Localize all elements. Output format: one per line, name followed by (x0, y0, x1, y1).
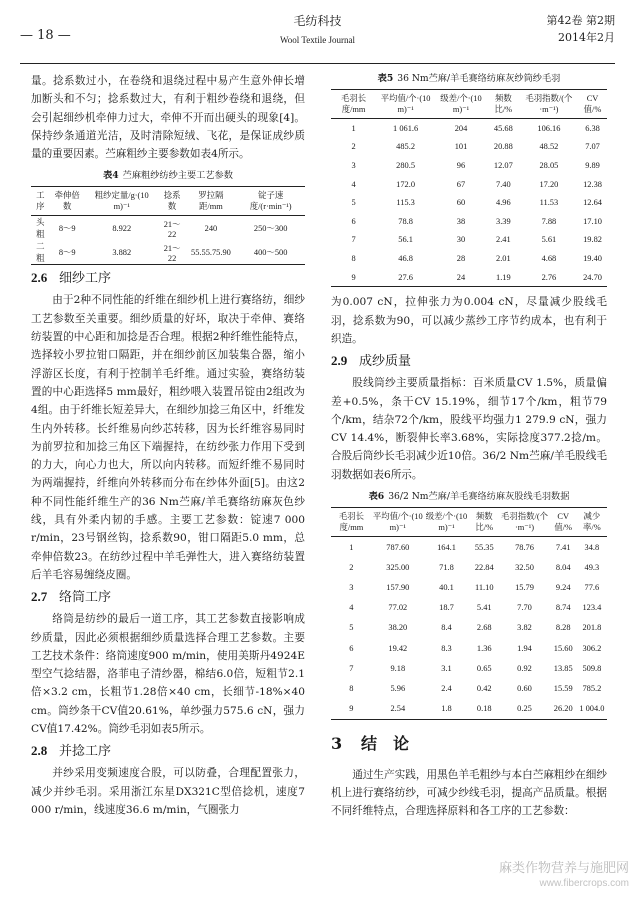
table-row (331, 699, 607, 720)
table-cell: 24 (435, 268, 487, 287)
table4-header-row (31, 187, 305, 216)
table-cell: 8.74 (555, 603, 571, 613)
section-title: 络筒工序 (59, 590, 112, 606)
table-row (31, 240, 305, 265)
issue-info (547, 12, 616, 46)
table-row (331, 212, 607, 231)
table-cell: 38 (456, 216, 466, 226)
table6-number: 表6 (368, 491, 385, 503)
table-cell: 1 004.0 (577, 699, 607, 720)
column-header: 级差/个·(10 m)⁻¹ (435, 90, 487, 119)
table-cell: 5 (349, 623, 354, 633)
table4-caption (31, 169, 305, 182)
table6-caption (331, 490, 607, 503)
table-cell: 509.8 (582, 663, 602, 673)
column-header: 牵伸倍数 (50, 187, 85, 216)
table-cell: 71.8 (439, 562, 454, 572)
table-cell: 6 (351, 216, 356, 226)
section-2-6-heading (31, 268, 305, 289)
column-header: 平均值/个·(10 m)⁻¹ (376, 90, 435, 119)
table-cell: 55.35 (474, 542, 494, 552)
table-row (331, 268, 607, 287)
table-cell: 204 (454, 123, 468, 133)
table-row (331, 638, 607, 658)
table6-body (331, 537, 607, 720)
table-cell: 250～300 (253, 224, 288, 234)
table-cell: 18.7 (439, 603, 454, 613)
section-2-9-heading (331, 351, 607, 372)
table6 (331, 507, 607, 720)
column-header: 粗纱定量/g·(10 m)⁻¹ (85, 187, 159, 216)
table-cell: 19.82 (583, 235, 602, 245)
column-header: 毛羽长度/mm (331, 508, 372, 537)
table-cell: 34.8 (584, 542, 600, 552)
section-3-heading (331, 732, 607, 756)
table-cell: 二粗 (31, 240, 50, 265)
table-cell: 115.3 (396, 198, 415, 208)
table-cell: 1 061.6 (393, 123, 419, 133)
table-row (331, 156, 607, 175)
table-cell: 8 (349, 683, 354, 693)
table-cell: 8 (351, 253, 356, 263)
table-cell: 13.85 (553, 663, 573, 673)
table-cell: 3 (349, 582, 354, 592)
section-title: 细纱工序 (59, 271, 112, 287)
table-cell: 3 (351, 160, 356, 170)
paragraph-roving-continued: 量。捻系数过小，在卷绕和退绕过程中易产生意外伸长增加断头和不匀；捻系数过大，有利于粗纱卷绕和退绕，但会引起细纱机牵伸力过大，牵伸不开而出硬头的现象[4]。保持纱条通道光洁，及时清除短绒、飞花，是保证成纱质量的重要因素。苎麻粗纱主要参数如表4所示。 (31, 75, 305, 161)
table4 (31, 186, 305, 265)
table-cell: 0.92 (517, 663, 532, 673)
table-cell: 49.3 (584, 562, 600, 572)
paragraph-yarn-quality: 股线筒纱主要质量指标：百米质量CV 1.5%，质量偏差+0.5%，条干CV 15.19%，细节17个/km，粗节79个/km，结杂72个/km，股线平均强力1 279.9 cN，强力CV 14.4%，断裂伸长率3.68%，实际捻度377.2捻/m。合股后筒纱长毛羽减少近10倍。36/2 Nm苎麻/羊毛股线毛羽数据如表6所示。 (331, 377, 607, 481)
table-cell: 0.42 (476, 683, 492, 693)
table-cell: 8.3 (441, 643, 452, 653)
table-cell: 26.20 (550, 699, 577, 720)
table-cell: 30 (456, 235, 466, 245)
table-cell: 21～22 (163, 219, 181, 239)
table-row (331, 557, 607, 577)
journal-title (20, 12, 615, 45)
table-cell: 0.60 (517, 683, 532, 693)
journal-title-cn: 毛纺科技 (293, 14, 342, 28)
table-row (331, 193, 607, 212)
table-cell: 325.00 (386, 562, 410, 572)
table-cell: 8～9 (50, 240, 85, 265)
issue-date: 2014年2月 (558, 31, 615, 44)
table-cell: 1 (349, 542, 354, 552)
journal-title-en: Wool Textile Journal (280, 35, 355, 45)
table-cell: 8～9 (58, 224, 76, 234)
table-cell: 2.54 (372, 699, 424, 720)
table4-title: 苎麻粗纱纺纱主要工艺参数 (122, 170, 233, 182)
table-cell: 38.20 (388, 623, 408, 633)
column-header: 捻系数 (159, 187, 186, 216)
table-cell: 9 (331, 699, 372, 720)
table-cell: 7 (351, 235, 356, 245)
table-cell: 77.02 (388, 603, 408, 613)
table-cell: 3.82 (517, 623, 532, 633)
table-cell: 17.20 (539, 179, 559, 189)
table-cell: 7 (349, 663, 354, 673)
table-cell: 106.16 (537, 123, 561, 133)
table-cell: 5.41 (476, 603, 492, 613)
paragraph-spinning: 由于2种不同性能的纤维在细纱机上进行赛络纺，细纱工艺参数至关重要。细纱质量的好坏，取决于牵伸、赛络纺装置的中心距和加捻是否合理。根据2种纤维性能特点，选择较小罗拉钳口隔距，并在细纱前区加装集合器，缩小浮游区长度，有利于控制羊毛纤维。通过实验，赛络纺装置的中心距选择5 mm最好，粗纱喂入装置吊锭由2组改为4组。由于纤维长短差异大，在细纱加捻三角区中，纤维发生内外转移。长纤维易向纱芯转移，因为长纤维容易同时为前罗拉和加捻三角区下端握持，在纺纱张力作用下受到的力大，向心力也大，所以向内转移。而短纤维不易同时为两端握持，纤维向外转移而分布在纱体外面[5]。由这2种不同性能纤维生产的36 Nm苎麻/羊毛赛络纺麻灰色纱线，具有外柔内韧的手感。主要工艺参数：锭速7 000 r/min，23号钢丝钩，捻系数90，钳口隔距5.0 mm，总牵伸倍数23。在纺纱过程中羊毛弹性大，进入赛络纺装置后羊毛容易缠绕皮圈。 (31, 294, 305, 581)
table-cell: 4 (351, 179, 356, 189)
paragraph-winding: 络筒是纺纱的最后一道工序，其工艺参数直接影响成纱质量，因此必须根据细纱质量选择合理工艺参数。主要工艺技术条件：络筒速度900 m/min，使用美斯丹4924E型空气捻结器，洛菲电子清纱器，棉结6.0倍，短粗节2.1倍×3.2 cm，长粗节1.28倍×40 cm，长细节-18%×40 cm。筒纱条干CV值20.61%，单纱强力575.6 cN，强力CV值17.42%。筒纱毛羽如表5所示。 (31, 613, 305, 736)
table-cell: 157.90 (386, 582, 410, 592)
table-cell: 2.01 (496, 253, 511, 263)
table-cell: 400～500 (236, 240, 305, 265)
header-rule (20, 63, 615, 64)
table4-number: 表4 (103, 170, 119, 182)
table-cell: 101 (454, 142, 468, 152)
section-title: 结 论 (361, 733, 410, 753)
column-header: 毛羽指数/(个·m⁻¹) (499, 508, 549, 537)
paragraph-twisting: 并纱采用变频速度合股，可以防叠，合理配置张力，减少并纱毛羽。采用浙江东星DX321C型倍捻机，速度7 000 r/min，线速度36.6 m/min，气圈张力 (31, 767, 305, 816)
table-cell: 15.59 (553, 683, 573, 693)
table-cell: 9.18 (390, 663, 406, 673)
table-cell: 24.70 (578, 268, 607, 287)
table-cell: 28.05 (539, 160, 559, 170)
table-cell: 4.96 (496, 198, 511, 208)
table-cell: 201.8 (582, 623, 602, 633)
table-cell: 2.41 (496, 235, 511, 245)
table-cell: 485.2 (396, 142, 416, 152)
table-cell: 1.8 (424, 699, 469, 720)
section-number: 2.8 (31, 743, 48, 759)
table-row (331, 231, 607, 250)
table-cell: 96 (456, 160, 466, 170)
table-cell: 12.38 (583, 179, 602, 189)
watermark-text: 麻类作物营养与施肥网 (498, 861, 629, 876)
table-cell: 172.0 (396, 179, 416, 189)
table-cell: 7.07 (585, 142, 600, 152)
table-row (331, 119, 607, 138)
table-cell: 32.50 (515, 562, 534, 572)
table-cell: 7.41 (555, 542, 571, 552)
table-cell: 15.60 (553, 643, 573, 653)
table-cell: 7.70 (517, 603, 532, 613)
column-header: 毛羽指数/(个·m⁻¹) (520, 90, 578, 119)
table-cell: 3.882 (85, 240, 159, 265)
table-row (331, 618, 607, 638)
table-row (31, 216, 305, 241)
table-cell: 45.68 (493, 123, 513, 133)
table-cell: 8.04 (555, 562, 571, 572)
table-cell: 0.65 (476, 663, 492, 673)
table-cell: 4.68 (541, 253, 557, 263)
table-row (331, 537, 607, 558)
table-cell: 2.4 (441, 683, 452, 693)
paragraph-conclusion: 通过生产实践，用黑色羊毛粗纱与本白苎麻粗纱在细纱机上进行赛络纺纱，可减少纱线毛羽，提高产品质量。根据不同纤维特点，合理选择原料和各工序的工艺参数： (331, 768, 607, 818)
table5-number: 表5 (377, 73, 394, 84)
column-header: CV值/% (550, 508, 577, 537)
left-column (31, 72, 305, 819)
section-number: 2.7 (31, 589, 48, 605)
column-header: 毛羽长度/mm (331, 90, 376, 119)
table-cell: 164.1 (437, 542, 456, 552)
table-cell: 5 (351, 198, 356, 208)
column-header: 频数比/% (487, 90, 520, 119)
table5 (331, 89, 607, 287)
table-cell: 56.1 (398, 235, 413, 245)
page-header (20, 10, 615, 58)
table-cell: 40.1 (439, 582, 454, 592)
paragraph-twisting-continued: 为0.007 cN，拉伸张力为0.004 cN，尽量减少股线毛羽，捻系数为90，可以减少蒸纱工序节约成本，也有利于织造。 (331, 296, 607, 345)
table-cell: 280.5 (396, 160, 416, 170)
table-cell: 3.39 (496, 216, 511, 226)
table-row (331, 658, 607, 678)
column-header: CV值/% (578, 90, 607, 119)
table-cell: 6.38 (585, 123, 600, 133)
section-2-8-heading (31, 741, 305, 762)
table-cell: 2 (351, 142, 356, 152)
table-cell: 55.55.75.90 (186, 240, 237, 265)
table-row (331, 678, 607, 698)
section-title: 并捻工序 (59, 744, 112, 760)
table-cell: 9.89 (585, 160, 600, 170)
section-number: 2.6 (31, 270, 48, 286)
table-cell: 8.28 (555, 623, 571, 633)
watermark (499, 861, 629, 891)
column-header: 工序 (31, 187, 50, 216)
table-cell: 0.25 (499, 699, 549, 720)
table5-title: 36 Nm苎麻/羊毛赛络纺麻灰纱筒纱毛羽 (397, 73, 561, 84)
table5-body (331, 119, 607, 287)
table-cell: 1.36 (476, 643, 492, 653)
table-cell: 78.8 (398, 216, 413, 226)
issue-volume: 第42卷 第2期 (546, 14, 615, 27)
table6-header-row (331, 508, 607, 537)
column-header: 锭子速度/(r·min⁻¹) (236, 187, 305, 216)
table-cell: 8.922 (112, 223, 132, 233)
table-cell: 19.40 (583, 253, 602, 263)
table-row (331, 598, 607, 618)
table-cell: 1.19 (487, 268, 520, 287)
table5-caption (331, 72, 607, 85)
column-header: 频数比/% (469, 508, 499, 537)
section-title: 成纱质量 (359, 354, 412, 370)
table-cell: 20.88 (493, 142, 513, 152)
table-cell: 6 (349, 643, 354, 653)
table-cell: 1.94 (517, 643, 532, 653)
table6-title: 36/2 Nm苎麻/羊毛赛络纺麻灰股线毛羽数据 (388, 491, 570, 503)
table-cell: 46.8 (398, 253, 413, 263)
table-row (331, 175, 607, 194)
table-cell: 2 (349, 562, 354, 572)
section-number: 3 (331, 733, 343, 753)
page-number: — 18 — (20, 28, 71, 43)
table-cell: 15.79 (515, 582, 534, 592)
table-cell: 28 (456, 253, 466, 263)
table-cell: 60 (456, 198, 466, 208)
table-cell: 7.40 (496, 179, 511, 189)
table-cell: 2.68 (476, 623, 492, 633)
table-row (331, 249, 607, 268)
table-row (331, 138, 607, 157)
section-number: 2.9 (331, 353, 348, 369)
table5-header-row (331, 90, 607, 119)
table-cell: 11.53 (539, 198, 559, 208)
table-cell: 78.76 (515, 542, 534, 552)
table-cell: 785.2 (582, 683, 602, 693)
table-cell: 头粗 (36, 218, 45, 240)
table-cell: 3.1 (441, 663, 452, 673)
table-cell: 21～22 (159, 240, 186, 265)
table-cell: 12.07 (493, 160, 513, 170)
table-cell: 5.61 (541, 235, 557, 245)
table-cell: 8.4 (441, 623, 452, 633)
table-cell: 306.2 (582, 643, 602, 653)
table-cell: 240 (204, 223, 218, 233)
table-cell: 77.6 (584, 582, 600, 592)
column-header: 级差/个·(10 m)⁻¹ (424, 508, 469, 537)
table-cell: 17.10 (583, 216, 602, 226)
table-cell: 12.64 (583, 198, 602, 208)
section-2-7-heading (31, 587, 305, 608)
table-cell: 7.88 (541, 216, 557, 226)
watermark-url: www.fibercrops.com (539, 878, 629, 889)
table-row (331, 577, 607, 597)
table-cell: 48.52 (539, 142, 559, 152)
table-cell: 27.6 (376, 268, 435, 287)
table-cell: 0.18 (469, 699, 499, 720)
column-header: 减少率/% (577, 508, 607, 537)
table-cell: 4 (349, 603, 354, 613)
column-header: 平均值/个·(10 m)⁻¹ (372, 508, 424, 537)
table-cell: 123.4 (582, 603, 602, 613)
column-header: 罗拉隔距/mm (186, 187, 237, 216)
right-column (331, 72, 607, 821)
table-cell: 9 (331, 268, 376, 287)
table-cell: 787.60 (386, 542, 410, 552)
table-cell: 11.10 (474, 582, 494, 592)
table-cell: 19.42 (388, 643, 408, 653)
table-cell: 9.24 (555, 582, 571, 592)
table-cell: 1 (351, 123, 356, 133)
table-cell: 67 (456, 179, 466, 189)
table-cell: 5.96 (390, 683, 406, 693)
table-cell: 2.76 (520, 268, 578, 287)
table-cell: 22.84 (474, 562, 494, 572)
table4-body (31, 216, 305, 265)
